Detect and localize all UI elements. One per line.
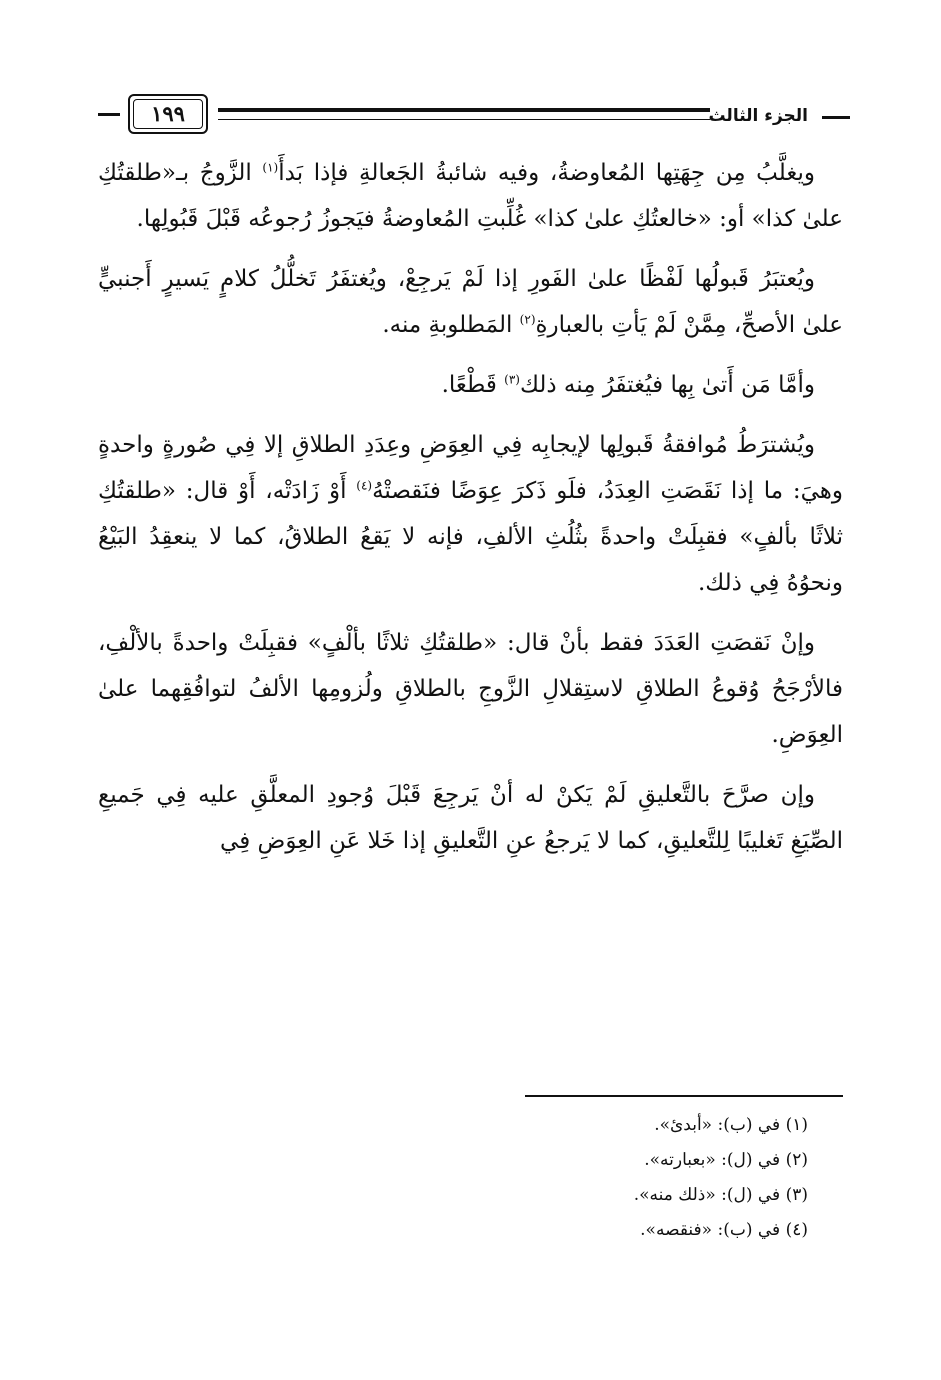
footnote-ref: (٤) xyxy=(356,478,373,493)
paragraph: وأمَّا مَن أَتىٰ بِها فيُغتفَرُ مِنه ذلك$^{(٣)}$ قَطْعًا. xyxy=(441,372,815,398)
footnote: (٤) في (ب): «فنقصه». xyxy=(640,1220,808,1240)
footnote-ref: (٢) xyxy=(519,312,536,327)
header-dash-right xyxy=(822,116,850,119)
running-header xyxy=(98,92,850,144)
part-title: الجزء الثالث xyxy=(708,106,808,126)
paragraph: وإنْ نَقصَتِ العَدَدَ فقط بأنْ قال: «طلقتُكِ ثلاثًا بألْفٍ» فقبِلَتْ واحدةً بالألْفِ، فالأرْجَحُ وُقوعُ الطلاقِ لاستِقلالِ الزَّوجِ بالطلاقِ ولُزومِها الألفُ لتوافُقِهما علىٰ العِوَضِ. xyxy=(98,630,843,748)
footnote-ref: (٣) xyxy=(504,372,520,387)
footnote-ref: (١) xyxy=(262,160,279,175)
paragraph: وإن صرَّحَ بالتَّعليقِ لَمْ يَكنْ له أنْ يَرجِعَ قَبْلَ وُجودِ المعلَّقِ عليه فِي جَميعِ الصِّيَغِ تَغليبًا لِلتَّعليقِ، كما لا يَرجعُ عنِ التَّعليقِ إذا خَلا عَنِ العِوَضِ فِي xyxy=(98,782,843,854)
header-dash-left xyxy=(98,113,120,116)
paragraph: ويُعتبَرُ قَبولُها لَفْظًا علىٰ الفَورِ إذا لَمْ يَرجِعْ، ويُغتفَرُ تَخلُّلُ كلامٍ يَسيرٍ أَجنبيٍّ علىٰ الأصحِّ، مِمَّنْ لَمْ يَأتِ بالعبارةِ$^{(٢)}$ المَطلوبةِ منه. xyxy=(98,266,843,338)
paragraph: ويُشترَطُ مُوافقةُ قَبولِها لإيجابِه فِي العِوَضِ وعِدَدِ الطلاقِ إلا فِي صُورةٍ واحدةٍ وهيَ: ما إذا نَقَصَتِ العِدَدُ، فلَو ذَكرَ عِوَضًا فنَقصتْهُ$^{(٤)}$ أَوْ زَادَتْه، أَوْ قال: «طلقتُكِ ثلاثًا بألفٍ» فقبِلَتْ واحدةً بثُلُثِ الألفِ، فإنه لا يَقعُ الطلاقُ، كما لا ينعقِدُ البَيْعُ ونحوُهُ فِي ذلك. xyxy=(98,432,843,596)
footnote-separator xyxy=(525,1095,843,1097)
header-rule xyxy=(218,108,710,120)
footnotes xyxy=(408,1108,808,1248)
main-text xyxy=(98,150,843,878)
paragraph: ويغلَّبُ مِن جِهَتِها المُعاوضةُ، وفيه شائبةُ الجَعالةِ فإذا بَدأَ$^{(١)}$ الزَّوجُ بـ«طلقتُكِ علىٰ كذا» أو: «خالعتُكِ علىٰ كذا» غُلِّبتِ المُعاوضةُ فيَجوزُ رُجوعُه قَبْلَ قَبُولِها. xyxy=(98,160,843,232)
footnote: (٣) في (ل): «ذلك منه». xyxy=(633,1185,808,1205)
footnote: (٢) في (ل): «بعبارته». xyxy=(644,1150,808,1170)
page-number: ١٩٩ xyxy=(133,99,203,129)
page-number-frame xyxy=(128,94,208,134)
footnote: (١) في (ب): «أبدئ». xyxy=(654,1115,808,1135)
